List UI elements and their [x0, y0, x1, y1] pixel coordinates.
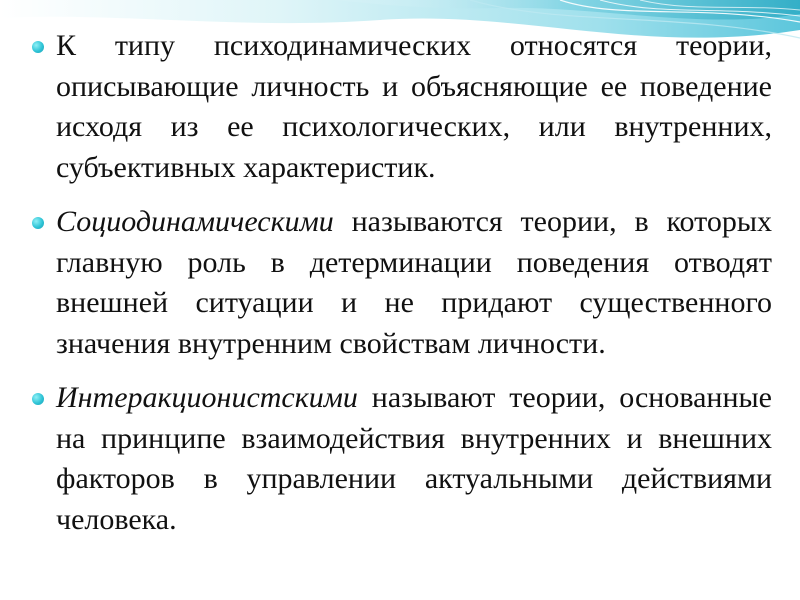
bullet-term: Социодинамическими: [56, 205, 334, 238]
bullet-item-interactionist: [30, 378, 772, 540]
bullet-dot-icon: [32, 41, 44, 53]
bullet-item-sociodynamic: [30, 202, 772, 364]
bullet-dot-icon: [32, 217, 44, 229]
bullet-text: К типу психодинамических относятся теории, описывающие личность и объясняющие ее поведение исходя из ее психологических, или внутренних, субъективных характеристик.: [56, 29, 772, 184]
bullet-item-psychodynamic: [30, 26, 772, 188]
bullet-dot-icon: [32, 393, 44, 405]
bullet-term: Интеракционистскими: [56, 381, 358, 414]
bullet-text: называются теории, в которых главную роль в детерминации поведения отводят внешней ситуации и не придают существенного значения внутренним свойствам личности.: [56, 205, 772, 360]
bullet-list: [30, 26, 772, 554]
bullet-text: называют теории, основанные на принципе взаимодействия внутренних и внешних факторов в управлении актуальными действиями человека.: [56, 381, 772, 536]
